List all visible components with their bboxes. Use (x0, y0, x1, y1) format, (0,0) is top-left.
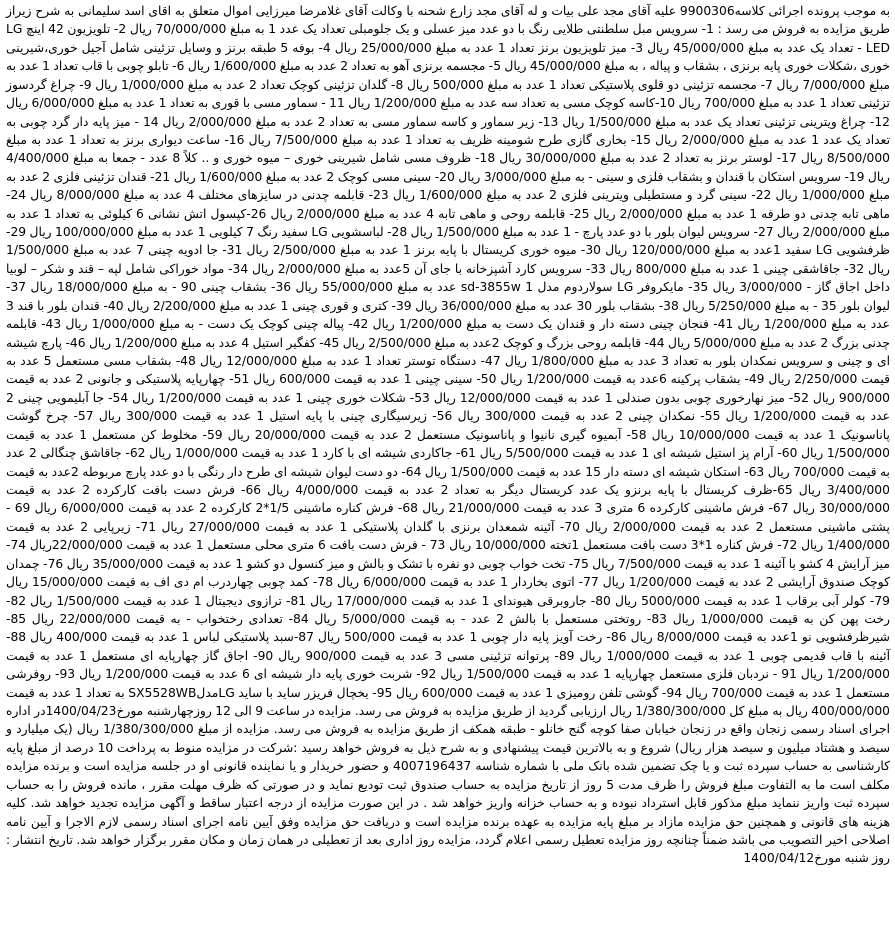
notice-body-text: به موجب پرونده اجرائی کلاسه9900306 علیه آقای مجد علی بیات و له آقای مجد زارع شحنه با وکالت آقای غلامرضا میرزایی اموال متعلق به اقای اسد سلیمانی به شرح زیراز طریق مزایده به فروش می رسد : 1- سرویس مبل سلطنتی طلایی رنگ با دو عدد میز عسلی و یک جلومبلی تعداد یک عدد 1 به مبلغ 70/000/000 ریال 2- تلویزیون 42 اینچ LG LED - تعداد یک عدد به مبلغ 45/000/000 ریال 3- میز تلویزیون برنز تعداد 1 عدد به مبلغ 25/000/000 ریال 4- بوفه 5 طبقه برنز و وسایل تزئینی شامل آجیل خوری،شیرینی خوری ،شکلات خوری پایه برنزی ، بشقاب و پیاله ، به مبلغ 45/000/000 ریال 5- مجسمه برنزی آهو به تعداد 2 عدد به مبلغ 1/600/000 ریال 6- تابلو چوبی با قاب تعداد 1 عدد به مبلغ 7/000/000 ریال 7- مجسمه تزئینی دو قلوی پلاستیکی تعداد 1 عدد به مبلغ 500/000 ریال 8- گلدان تزئینی کوچک تعداد 2 عدد به مبلغ 1/000/000 ریال 9- چراغ گردسوز تزئینی تعداد 1 عدد به مبلغ 700/000 ریال 10-کاسه کوچک مسی به تعداد سه عدد به مبلغ 1/200/000 ریال 11 - سماور مسی با قوری به تعداد 1 عدد به مبلغ 6/000/000 ریال 12- چراغ ویترینی تزئینی تعداد یک عدد به مبلغ 1/500/000 ریال 13- زیر سماور و کاسه سماور مسی به تعداد 2 عدد به مبلغ 2/000/000 ریال 14 - میز پایه دار گرد چوبی به تعداد یک عدد 1 عدد به مبلغ 2/000/000 ریال 15- بخاری گازی طرح شومینه ظریف به تعداد 1 عدد به مبلغ 7/500/000 ریال 16- ساعت دیواری برنز به تعداد 1 عدد به مبلغ 8/500/000 ریال 17- لوستر برنز به تعداد 2 عدد به مبلغ 30/000/000 ریال 18- ظروف مسی شامل شیرینی خوری – میوه خوری و .. کلاً 8 عدد - جمعا به مبلغ 4/400/000 ریال 19- سرویس استکان با قندان و بشقاب فلزی و سینی - به مبلغ 3/000/000 ریال 20- سینی مسی کوچک 2 عدد به مبلغ 1/600/000 ریال 21- قندان تزئینی فلزی 2 عدد به مبلغ 1/000/000 ریال 22- سینی گرد و مستطیلی ویترینی فلزی 2 عدد به مبلغ 1/600/000 ریال 23- قابلمه چدنی در سایزهای مختلف 4 عدد به مبلغ 8/000/000 ریال 24- ماهی تابه چدنی دو طرفه 1 عدد به مبلغ 2/000/000 ریال 25- قابلمه روحی و ماهی تابه 4 عدد به مبلغ 2/000/000 ریال 26-کپسول اتش نشانی 6 کیلوئی به تعداد 1 عدد به مبلغ 2/000/000 ریال 27- سرویس لیوان بلور با دو عدد پارچ - 1 عدد به مبلغ 1/500/000 ریال 28- لباسشویی LG سفید رنگ 7 کیلویی 1 عدد به مبلغ 100/000/000 ریال 29- ظرفشویی LG سفید 1عدد به مبلغ 120/000/000 ریال 30- میوه خوری کریستال با پایه برنز 1 عدد به مبلغ 2/500/000 ریال 31- جا ادویه چینی 7 عدد به مبلغ 1/500/000 ریال 32- جاقاشقی چینی 1 عدد به مبلغ 800/000 ریال 33- سرویس کارد آشپزخانه با جای آن 5عدد به مبلغ 2/000/000 ریال 34- مواد خوراکی شامل لپه – قند و شکر – لوبیا داخل اجاق گاز - 3/000/000 ریال 35- مایکروفر LG سولاردوم مدل 1 sd-3855w عدد به مبلغ 55/000/000 ریال 36- بشقاب چینی 90 - به مبلغ 18/000/000 ریال 37- لیوان بلور 35 - به مبلغ 5/250/000 ریال 38- بشقاب بلور 30 عدد به مبلغ 36/000/000 ریال 39- کتری و قوری چینی 1 عدد به مبلغ 2/200/000 ریال 40- قندان بلور با قند 3 عدد به مبلغ 1/200/000 ریال 41- فنجان چینی دسته دار و قندان یک دست به مبلغ 1/200/000 ریال 42- پیاله چینی کوچک یک دست - به مبلغ 1/000/000 ریال 43- قابلمه چدنی بزرگ 2 عدد به مبلغ 5/000/000 ریال 44- قابلمه روحی بزرگ و کوچک 2عدد به مبلغ 2/500/000 ریال 45- کفگیر استیل 4 عدد به مبلغ 1/200/000 ریال 46- پارچ شیشه ای و چینی و سرویس نمکدان بلور به تعداد 3 عدد به مبلغ 1/800/000 ریال 47- دستگاه توستر تعداد 1 عدد به مبلغ 12/000/000 ریال 48- بشقاب مسی مستعمل 5 عدد به قیمت 2/250/000 ریال 49- بشقاب پرکینه 6عدد به قیمت 1/200/000 ریال 50- سینی چینی 1 عدد به قیمت 600/000 ریال 51- چهارپایه پلاستیکی و جانونی 2 عدد به قیمت 900/000 ریال 52- میز نهارخوری چوبی بدون صندلی 1 عدد به قیمت 12/000/000 ریال 53- شکلات خوری چینی 1 عدد به قیمت 1/200/000 ریال 54- جا آبلیمویی چینی 2 عدد به قیمت 1/200/000 ریال 55- نمکدان چینی 2 عدد به قیمت 300/000 ریال 56- زیرسیگاری چینی با پایه استیل 1 عدد به قیمت 300/000 ریال 57- چرخ گوشت پاناسونیک 1 عدد به قیمت 10/000/000 ریال 58- آبمیوه گیری نانیوا و پاناسونیک مستعمل 2 عدد به قیمت 20/000/000 ریال 59- مخلوط کن مستعمل 1 عدد به قیمت 1/500/000 ریال 60- آرام پز استیل شیشه ای 1 عدد به قیمت 5/500/000 ریال 61- جاکاردی شیشه ای با کارد 1 عدد به قیمت 1/000/000 ریال 62- جاقاشق چنگالی 2 عدد به قیمت 700/000 ریال 63- استکان شیشه ای دسته دار 15 عدد به قیمت 1/500/000 ریال 64- دو دست لیوان شیشه ای طرح دار رنگی با دو عدد پارچ مربوطه 2عدد به قیمت 3/400/000 ریال 65-ظرف کریستال با پایه برنزو یک عدد کریستال دیگر به تعداد 2 عدد به قیمت 4/000/000 ریال 66- فرش دست بافت کارکرده 2 عدد به قیمت 30/000/000 ریال 67- فرش ماشینی کارکرده 6 متری 3 عدد به قیمت 21/000/000 ریال 68- فرش کناره ماشینی 1/5*2 کارکرده 2 عدد به قیمت 6/000/000 ریال 69 - پشتی ماشینی مستعمل 2 عدد به قیمت 2/000/000 ریال 70- آئینه شمعدان برنزی با گلدان پلاستیکی 1 عدد به قیمت 27/000/000 ریال 71- زیرپایی 2 عدد به قیمت 1/400/000 ریال 72- فرش کناره 1*3 دست بافت مستعمل 1تخته 10/000/000 ریال 73 - فرش دست بافت 6 متری محلی مستعمل 1 عدد به قیمت 22/000/000ریال 74- میز آرایش 4 کشو با آئینه 1 عدد به قیمت 7/500/000 ریال 75- تخت خواب چوبی دو نفره با تشک و بالش و میز کنسول دو کشو 1 عدد به قیمت 35/000/000 ریال 76- چمدان کوچک صندوق آرایشی 2 عدد به قیمت 1/200/000 ریال 77- اتوی بخاردار 1 عدد به قیمت 6/000/000 ریال 78- کمد چوبی چهاردرب ام دی اف به قیمت 15/000/000 ریال 79- کولر آبی برقاب 1 عدد به قیمت 5000/000 ریال 80- جاروبرقی هیوندای 1 عدد به قیمت 17/000/000 ریال 81- ترازوی دیجیتال 1 عدد به قیمت 1/500/000 ریال 82- رخت پهن کن به قیمت 1/000/000 ریال 83- روتختی مستعمل با بالش 2 عدد - به قیمت 5/000/000 ریال 84- تعدادی رختخواب - به قیمت 22/000/000 ریال 85- شیرظرفشویی نو 1عدد به قیمت 8/000/000 ریال 86- رخت آویز پایه دار چوبی 1 عدد به قیمت 500/000 ریال 87-سبد پلاستیکی لباس 1 عدد به قیمت 400/000 ریال 88- آئینه با قاب قدیمی چوبی 1 عدد به قیمت 1/000/000 ریال 89- پرتوانه تزئینی مسی 3 عدد به قیمت 900/000 ریال 90- اجاق گاز چهارپایه ای مستعمل 1 عدد به قیمت 1/200/000 ریال 91 - نردبان فلزی مستعمل چهارپایه 1 عدد به قیمت 1/500/000 ریال 92- شربت خوری پایه دار شیشه ای 6 عدد به قیمت 1/200/000 ریال 93- روفرشی مستعمل 1 عدد به قیمت 700/000 ریال 94- گوشی تلفن رومیزی 1 عدد به قیمت 600/000 ریال 95- یخچال فریزر ساید با ساید LGمدلSX5528WB به تعداد 1 عدد به قیمت 400/000/000 ریال به مبلغ کل 1/380/300/000 ریال ارزیابی گردید از طریق مزایده به فروش می رسد. مزایده در ساعت 9 الی 12 روزچهارشنبه مورخ1400/04/23در اداره اجرای اسناد رسمی زنجان واقع در زنجان خیابان صفا کوچه گنج خانلو - طبقه همکف از طریق مزایده به فروش می رسد. مزایده از مبلغ 1/380/300/000 ریال (یک میلیارد و سیصد و هشتاد میلیون و سیصد هزار ریال) شروع و به بالاترین قیمت پیشنهادی و به شرح ذیل به فروش خواهد رسید :شرکت در مزایده منوط به پرداخت 10 درصد از مبلغ پایه کارشناسی به حساب سپرده ثبت و یا چک تضمین شده بانک ملی با شماره شناسه 4007196437 و حضور خریدار و یا نماینده قانونی او در جلسه مزایده است و برنده مزایده مکلف است ما به التفاوت مبلغ فروش را ظرف مدت 5 روز از تاریخ مزایده به حساب صندوق ثبت تودیع نماید و در صورتی که ظرف مهلت مقرر ، مانده فروش را به حساب سپرده ثبت واریز ننماید مبلغ مذکور قابل استرداد نبوده و به حساب خزانه واریز خواهد شد . در این صورت مزایده از درجه اعتبار ساقط و آگهی مزایده تجدید خواهد شد. کلیه هزینه های قانونی و همچنین حق مزایده مازاد بر مبلغ پایه مزایده به عهده برنده مزایده است و دریافت حق مزایده وفق آیین نامه اجرای اسناد رسمی لازم الاجرا و آیین نامه اصلاحی اخیر التصویب می باشد ضمناً چنانچه روز مزایده تعطیل رسمی اعلام گردد، مزایده روز اداری بعد از تعطیلی در همان زمان و مکان مقرر برگزار خواهد شد. تاریخ انتشار : روز شنبه مورخ1400/04/12 (6, 4, 890, 866)
